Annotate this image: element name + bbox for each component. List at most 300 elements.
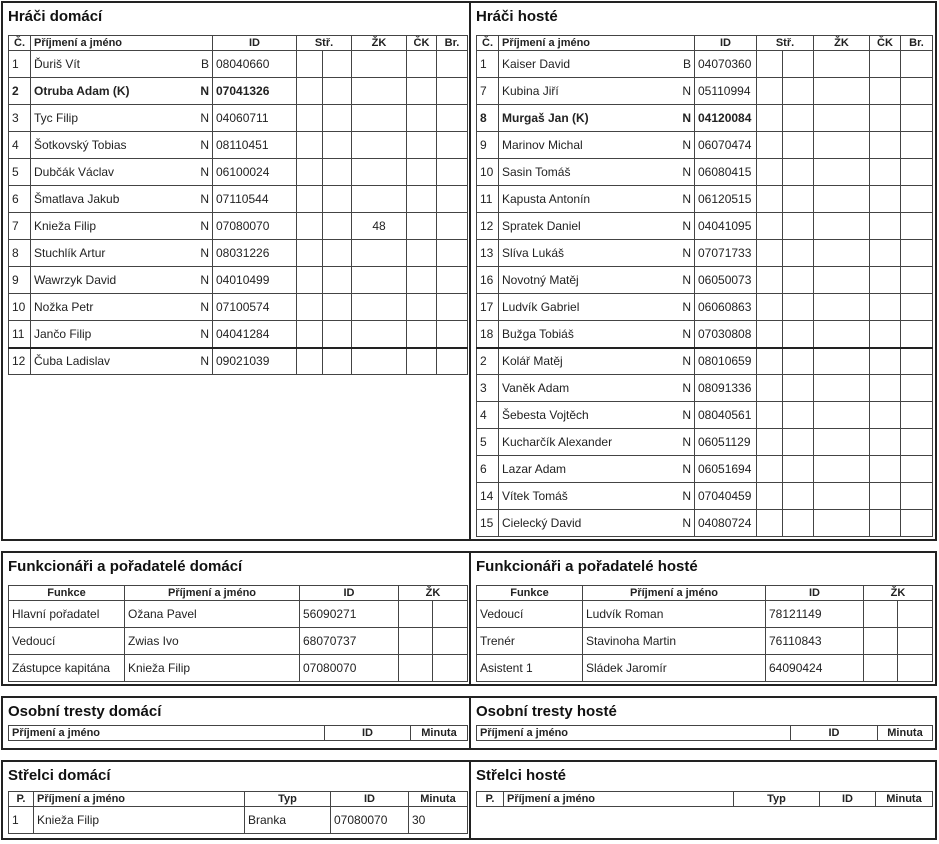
players-section [1, 1, 937, 541]
player-goals [757, 186, 783, 213]
player-flag: N [682, 435, 691, 449]
player-row [9, 186, 468, 213]
player-id: 04041095 [695, 213, 757, 240]
official-yellow-1 [864, 601, 898, 628]
player-yellow-card [352, 321, 407, 348]
player-extra [437, 213, 468, 240]
player-id: 08040561 [695, 402, 757, 429]
player-extra [901, 78, 933, 105]
player-goals [757, 213, 783, 240]
player-name: Čuba Ladislav [34, 354, 111, 369]
player-goals-extra [783, 51, 814, 78]
col-name: Příjmení a jméno [9, 726, 325, 741]
col-name: Příjmení a jméno [31, 36, 213, 51]
player-extra [437, 51, 468, 78]
player-row [477, 429, 933, 456]
player-name: Kubina Jiří [502, 84, 559, 98]
player-goals [297, 213, 323, 240]
player-red-card [870, 132, 901, 159]
col-minute: Minuta [876, 792, 933, 807]
officials-away-body [477, 601, 933, 682]
player-red-card [407, 186, 437, 213]
player-name: Kucharčík Alexander [502, 435, 613, 449]
player-id: 09021039 [213, 348, 297, 375]
player-row [477, 294, 933, 321]
player-id: 06060863 [695, 294, 757, 321]
player-row [477, 510, 933, 537]
player-number: 17 [477, 294, 499, 321]
official-id: 56090271 [300, 601, 399, 628]
player-extra [437, 78, 468, 105]
player-name: Vaněk Adam [502, 381, 570, 395]
player-goals [757, 321, 783, 348]
player-goals-extra [783, 240, 814, 267]
official-name: Zwias Ivo [125, 628, 300, 655]
player-flag: N [200, 273, 209, 287]
official-yellow-2 [433, 628, 468, 655]
player-flag: N [682, 138, 691, 152]
official-name: Knieža Filip [125, 655, 300, 682]
player-id: 06051694 [695, 456, 757, 483]
official-id: 64090424 [766, 655, 864, 682]
player-name: Cielecký David [502, 516, 582, 530]
player-flag: N [682, 192, 691, 206]
player-row [477, 402, 933, 429]
player-id: 04120084 [695, 105, 757, 132]
scorers-away-panel [471, 762, 935, 838]
player-name-cell [31, 186, 213, 213]
player-goals-extra [783, 78, 814, 105]
player-number: 15 [477, 510, 499, 537]
col-order: P. [477, 792, 504, 807]
player-flag: N [200, 354, 209, 369]
player-goals [757, 348, 783, 375]
scorer-type: Branka [245, 807, 331, 834]
col-number: Č. [9, 36, 31, 51]
player-goals [297, 267, 323, 294]
players-away-body [477, 51, 933, 537]
official-role: Hlavní pořadatel [9, 601, 125, 628]
scorer-id: 07080070 [331, 807, 409, 834]
player-red-card [407, 213, 437, 240]
player-id: 06120515 [695, 186, 757, 213]
player-goals [297, 240, 323, 267]
player-red-card [870, 51, 901, 78]
penalties-section [1, 696, 937, 750]
col-goals: Stř. [757, 36, 814, 51]
player-yellow-card [352, 78, 407, 105]
player-goals [297, 294, 323, 321]
player-red-card [870, 294, 901, 321]
player-id: 07080070 [213, 213, 297, 240]
player-yellow-card [814, 348, 870, 375]
player-flag: N [682, 462, 691, 476]
player-number: 7 [9, 213, 31, 240]
player-goals-extra [783, 483, 814, 510]
player-name-cell [31, 78, 213, 105]
player-goals-extra [323, 240, 352, 267]
player-id: 04070360 [695, 51, 757, 78]
player-id: 07110544 [213, 186, 297, 213]
player-goals [757, 159, 783, 186]
player-number: 4 [9, 132, 31, 159]
official-role: Trenér [477, 628, 583, 655]
col-red: ČK [870, 36, 901, 51]
col-minute: Minuta [411, 726, 468, 741]
player-flag: N [200, 192, 209, 206]
players-home-body [9, 51, 468, 375]
official-yellow-1 [864, 628, 898, 655]
player-name: Vítek Tomáš [502, 489, 568, 503]
player-goals [297, 51, 323, 78]
players-away-table [476, 35, 933, 537]
player-goals [297, 132, 323, 159]
players-away-header-row [477, 36, 933, 51]
player-goals-extra [783, 375, 814, 402]
col-id: ID [331, 792, 409, 807]
player-name: Kaiser David [502, 57, 571, 71]
player-id: 05110994 [695, 78, 757, 105]
player-goals [757, 402, 783, 429]
player-red-card [870, 78, 901, 105]
official-row [477, 601, 933, 628]
player-flag: N [200, 84, 209, 98]
player-id: 04060711 [213, 105, 297, 132]
player-extra [437, 105, 468, 132]
player-name-cell [499, 51, 695, 78]
col-id: ID [766, 586, 864, 601]
player-name: Tyc Filip [34, 111, 79, 125]
player-extra [437, 132, 468, 159]
player-red-card [870, 456, 901, 483]
player-id: 08110451 [213, 132, 297, 159]
player-row [477, 267, 933, 294]
player-id: 08091336 [695, 375, 757, 402]
player-yellow-card [814, 159, 870, 186]
player-flag: B [682, 57, 691, 71]
player-name-cell [31, 105, 213, 132]
player-flag: N [682, 111, 691, 125]
official-role: Vedoucí [477, 601, 583, 628]
player-name-cell [499, 429, 695, 456]
player-red-card [407, 348, 437, 375]
scorers-home-table [8, 791, 468, 834]
player-flag: N [682, 219, 691, 233]
player-extra [901, 159, 933, 186]
player-id: 07041326 [213, 78, 297, 105]
penalties-home-header-row [9, 726, 468, 741]
player-name: Kolář Matěj [502, 354, 563, 369]
player-extra [901, 402, 933, 429]
players-home-header-row [9, 36, 468, 51]
officials-home-table [8, 585, 468, 682]
player-extra [901, 240, 933, 267]
player-goals-extra [783, 132, 814, 159]
player-yellow-card [814, 267, 870, 294]
officials-home-body [9, 601, 468, 682]
scorers-home-title: Střelci domácí [8, 767, 111, 784]
player-id: 06100024 [213, 159, 297, 186]
player-id: 06070474 [695, 132, 757, 159]
player-name: Šebesta Vojtěch [502, 408, 589, 422]
player-row [477, 456, 933, 483]
col-name: Příjmení a jméno [125, 586, 300, 601]
player-red-card [407, 51, 437, 78]
player-row [9, 267, 468, 294]
official-yellow-1 [399, 628, 433, 655]
player-name-cell [31, 321, 213, 348]
player-yellow-card [814, 132, 870, 159]
player-yellow-card [814, 375, 870, 402]
player-row [477, 159, 933, 186]
player-goals [757, 78, 783, 105]
player-name-cell [499, 402, 695, 429]
player-extra [437, 321, 468, 348]
scorers-home-body [9, 807, 468, 834]
player-goals-extra [783, 456, 814, 483]
player-red-card [407, 159, 437, 186]
player-name-cell [31, 348, 213, 375]
official-role: Asistent 1 [477, 655, 583, 682]
officials-home-header-row [9, 586, 468, 601]
player-yellow-card [352, 159, 407, 186]
col-id: ID [300, 586, 399, 601]
player-number: 10 [477, 159, 499, 186]
player-id: 07071733 [695, 240, 757, 267]
player-flag: N [682, 516, 691, 530]
col-id: ID [695, 36, 757, 51]
player-flag: N [682, 489, 691, 503]
official-role: Zástupce kapitána [9, 655, 125, 682]
player-name: Stuchlík Artur [34, 246, 106, 260]
player-name-cell [499, 159, 695, 186]
player-flag: N [200, 326, 209, 341]
official-row [9, 628, 468, 655]
player-number: 7 [477, 78, 499, 105]
player-flag: N [200, 246, 209, 260]
official-name: Ožana Pavel [125, 601, 300, 628]
player-extra [901, 267, 933, 294]
player-number: 9 [477, 132, 499, 159]
player-goals-extra [323, 213, 352, 240]
player-name: Knieža Filip [34, 219, 97, 233]
col-id: ID [213, 36, 297, 51]
player-yellow-card [352, 294, 407, 321]
player-number: 12 [477, 213, 499, 240]
player-number: 8 [477, 105, 499, 132]
player-name: Novotný Matěj [502, 273, 579, 287]
player-id: 04010499 [213, 267, 297, 294]
player-extra [901, 510, 933, 537]
player-row [477, 213, 933, 240]
player-number: 13 [477, 240, 499, 267]
player-row [9, 240, 468, 267]
player-id: 06051129 [695, 429, 757, 456]
official-row [9, 601, 468, 628]
player-yellow-card [814, 429, 870, 456]
player-row [9, 105, 468, 132]
player-id: 08031226 [213, 240, 297, 267]
player-yellow-card [814, 483, 870, 510]
player-id: 06080415 [695, 159, 757, 186]
scorer-minute: 30 [409, 807, 468, 834]
player-number: 18 [477, 321, 499, 348]
player-name-cell [499, 348, 695, 375]
player-row [9, 321, 468, 348]
player-red-card [870, 375, 901, 402]
player-goals-extra [323, 348, 352, 375]
player-number: 6 [9, 186, 31, 213]
player-red-card [407, 321, 437, 348]
players-home-table [8, 35, 468, 375]
player-name-cell [499, 267, 695, 294]
player-red-card [407, 78, 437, 105]
player-flag: N [200, 111, 209, 125]
player-row [9, 294, 468, 321]
penalties-home-table [8, 725, 468, 741]
player-goals-extra [323, 267, 352, 294]
official-role: Vedoucí [9, 628, 125, 655]
player-yellow-card [814, 321, 870, 348]
penalties-away-table [476, 725, 933, 741]
player-goals-extra [783, 510, 814, 537]
player-goals-extra [783, 105, 814, 132]
player-goals-extra [323, 105, 352, 132]
official-id: 76110843 [766, 628, 864, 655]
player-row [477, 105, 933, 132]
player-red-card [870, 348, 901, 375]
player-name: Murgaš Jan (K) [502, 111, 589, 125]
player-row [477, 51, 933, 78]
player-red-card [870, 510, 901, 537]
col-yellow: ŽK [814, 36, 870, 51]
player-goals [297, 348, 323, 375]
player-goals [757, 456, 783, 483]
player-name: Lazar Adam [502, 462, 567, 476]
player-goals-extra [783, 321, 814, 348]
col-name: Příjmení a jméno [477, 726, 791, 741]
player-name: Šotkovský Tobias [34, 138, 127, 152]
player-extra [901, 456, 933, 483]
player-extra [901, 294, 933, 321]
col-goals: Stř. [297, 36, 352, 51]
scorer-name: Knieža Filip [34, 807, 245, 834]
player-number: 11 [477, 186, 499, 213]
col-function: Funkce [477, 586, 583, 601]
player-goals [757, 105, 783, 132]
player-id: 07040459 [695, 483, 757, 510]
col-name: Příjmení a jméno [583, 586, 766, 601]
player-name-cell [499, 213, 695, 240]
player-number: 12 [9, 348, 31, 375]
player-yellow-card [352, 348, 407, 375]
player-yellow-card [352, 51, 407, 78]
player-name-cell [31, 51, 213, 78]
official-id: 68070737 [300, 628, 399, 655]
officials-away-table [476, 585, 933, 682]
players-home-title: Hráči domácí [8, 8, 103, 25]
player-yellow-card [814, 510, 870, 537]
player-extra [901, 348, 933, 375]
player-extra [901, 483, 933, 510]
col-id: ID [820, 792, 876, 807]
scorers-away-title: Střelci hosté [476, 767, 567, 784]
player-yellow-card: 48 [352, 213, 407, 240]
official-id: 07080070 [300, 655, 399, 682]
official-name: Stavinoha Martin [583, 628, 766, 655]
player-extra [901, 429, 933, 456]
scorers-home-panel [3, 762, 471, 838]
player-yellow-card [814, 51, 870, 78]
col-id: ID [791, 726, 878, 741]
player-number: 3 [9, 105, 31, 132]
player-yellow-card [814, 456, 870, 483]
player-goals [757, 51, 783, 78]
player-name: Šmatlava Jakub [34, 192, 120, 206]
player-name-cell [499, 321, 695, 348]
officials-away-panel [471, 553, 935, 684]
player-name-cell [31, 159, 213, 186]
player-red-card [407, 240, 437, 267]
player-flag: N [200, 300, 209, 314]
player-number: 5 [477, 429, 499, 456]
player-extra [901, 105, 933, 132]
player-row [9, 348, 468, 375]
player-row [477, 132, 933, 159]
player-name: Sasin Tomáš [502, 165, 571, 179]
player-red-card [407, 105, 437, 132]
player-name: Spratek Daniel [502, 219, 581, 233]
player-red-card [870, 402, 901, 429]
col-red: ČK [407, 36, 437, 51]
player-goals-extra [783, 402, 814, 429]
penalties-home-title: Osobní tresty domácí [8, 703, 162, 720]
scorer-order: 1 [9, 807, 34, 834]
players-away-panel [471, 3, 935, 539]
player-name: Dubčák Václav [34, 165, 115, 179]
player-flag: N [682, 300, 691, 314]
official-row [477, 655, 933, 682]
player-id: 04080724 [695, 510, 757, 537]
player-row [9, 159, 468, 186]
penalties-away-header-row [477, 726, 933, 741]
player-number: 5 [9, 159, 31, 186]
player-red-card [870, 240, 901, 267]
scorer-row [9, 807, 468, 834]
player-goals-extra [783, 429, 814, 456]
player-number: 9 [9, 267, 31, 294]
official-yellow-2 [898, 601, 933, 628]
col-type: Typ [245, 792, 331, 807]
player-extra [437, 240, 468, 267]
player-name-cell [499, 510, 695, 537]
player-extra [901, 213, 933, 240]
player-name: Marinov Michal [502, 138, 583, 152]
player-goals [757, 132, 783, 159]
scorers-home-header-row [9, 792, 468, 807]
player-red-card [407, 267, 437, 294]
player-name-cell [499, 375, 695, 402]
player-extra [901, 375, 933, 402]
officials-away-title: Funkcionáři a pořadatelé hosté [476, 558, 698, 575]
player-flag: N [200, 165, 209, 179]
player-row [9, 78, 468, 105]
player-name-cell [499, 105, 695, 132]
player-goals-extra [783, 186, 814, 213]
player-flag: N [682, 84, 691, 98]
player-name-cell [31, 132, 213, 159]
player-name: Ďuriš Vít [34, 57, 81, 71]
